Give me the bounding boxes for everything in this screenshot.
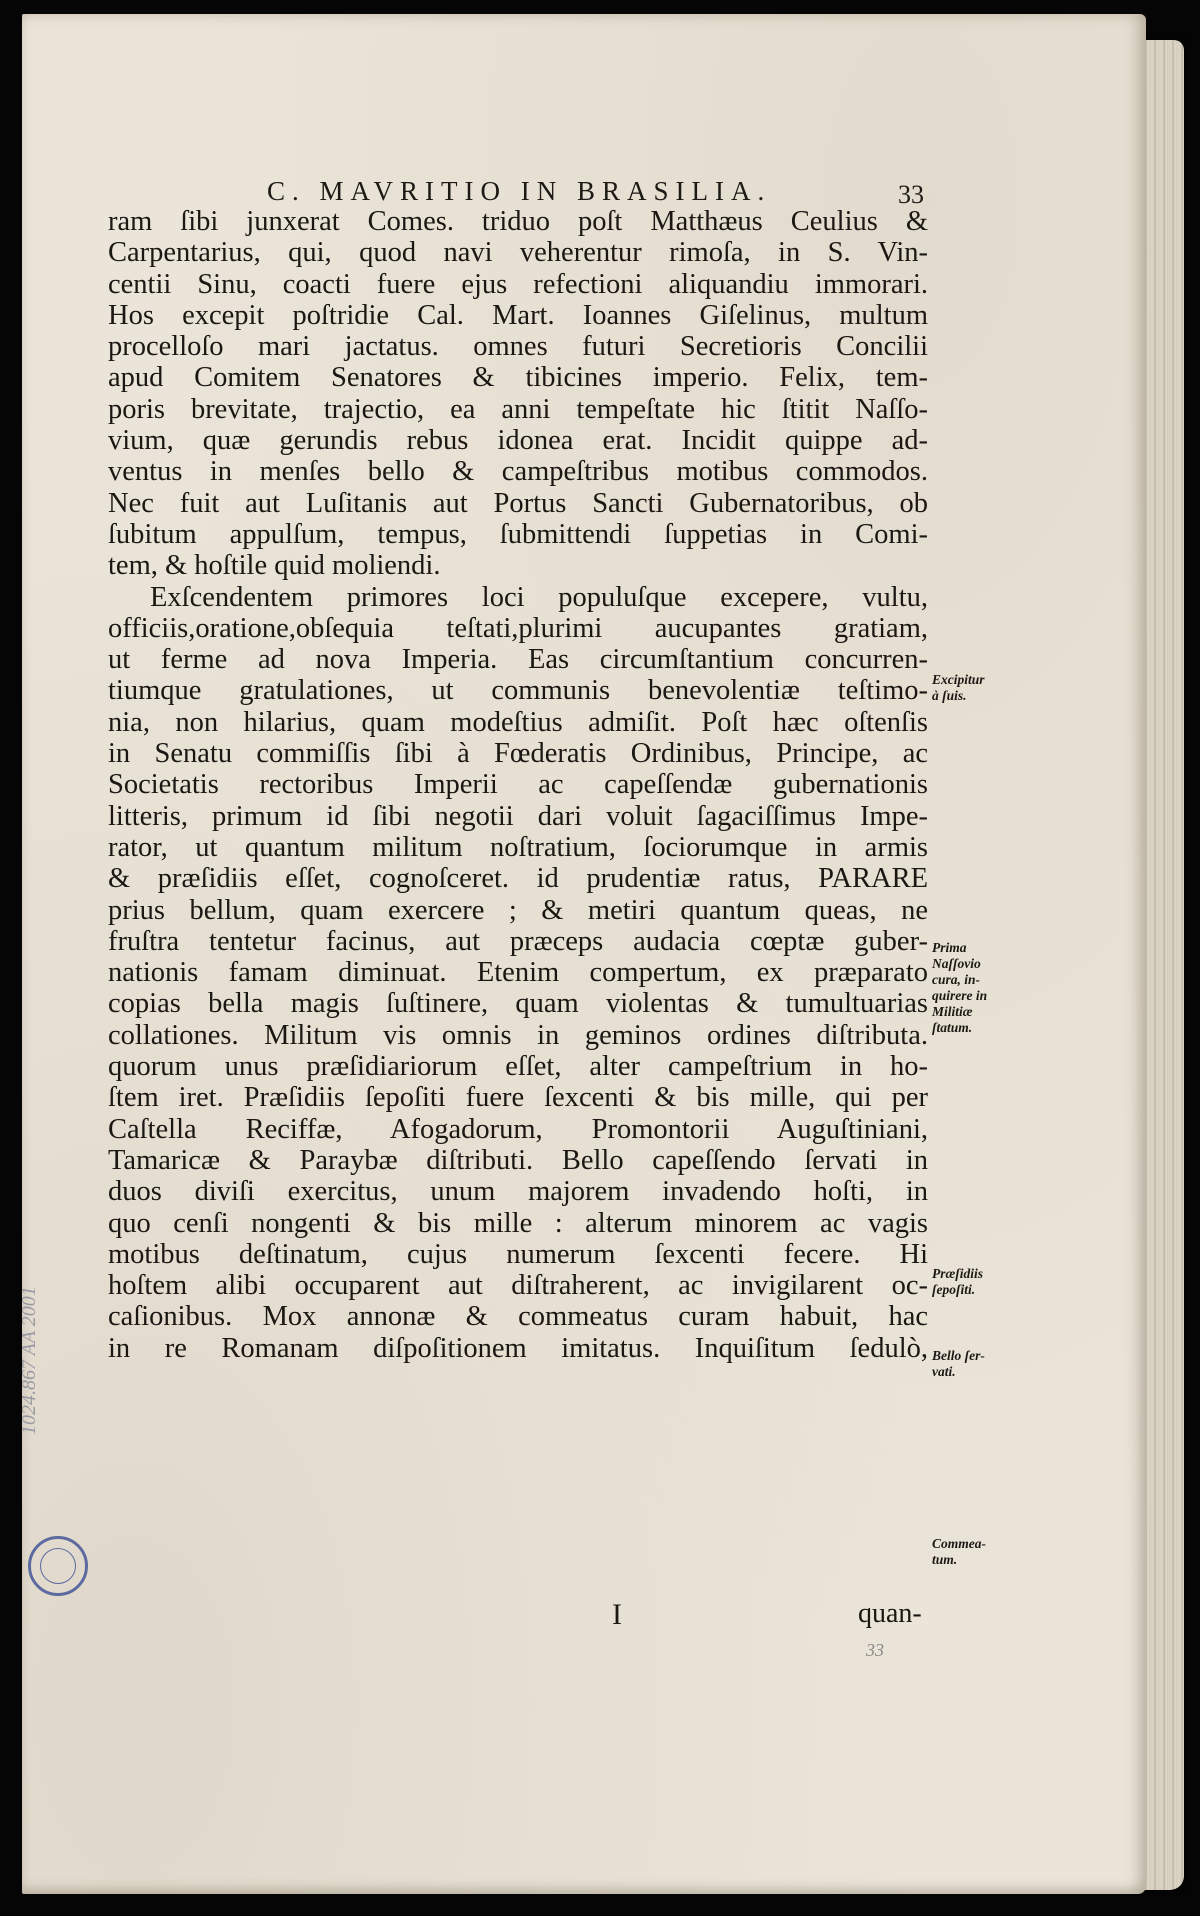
library-stamp-icon [28, 1536, 88, 1596]
catchword: quan- [858, 1598, 922, 1629]
margin-note-line: Naſſovio [932, 956, 981, 971]
text-line: Societatis rectoribus Imperii ac capeſſendæ gubernationis [108, 769, 928, 801]
text-line: Exſcendentem primores loci populuſque excepere, vultu, [150, 581, 928, 613]
text-line: quo cenſi nongenti & bis mille : alterum minorem ac vagis [108, 1207, 928, 1239]
margin-note-line: Militiæ [932, 1004, 973, 1019]
text-line: ram ſibi junxerat Comes. triduo poſt Matthæus Ceulius & [108, 206, 928, 237]
pencil-folio-number: 33 [866, 1640, 884, 1660]
text-line: copias bella magis ſuſtinere, quam violentas & tumultuarias [108, 988, 928, 1020]
text-line: caſionibus. Mox annonæ & commeatus curam habuit, hac [108, 1301, 928, 1333]
text-line: Tamaricæ & Paraybæ diſtributi. Bello capeſſendo ſervati in [108, 1144, 928, 1176]
body-text [108, 206, 928, 1364]
margin-note-line: Commea- [932, 1536, 986, 1551]
margin-note-line: quirere in [932, 988, 988, 1003]
margin-note-commeatum [932, 1536, 1012, 1568]
text-line: Caſtella Reciffæ, Afogadorum, Promontorii Auguſtiniani, [108, 1113, 928, 1145]
text-line: nia, non hilarius, quam modeſtius admiſit. Poſt hæc oſtenſis [108, 706, 928, 738]
signature-mark: I [612, 1598, 622, 1631]
text-line: litteris, primum id ſibi negotii dari voluit ſagaciſſimus Impe- [108, 800, 928, 832]
text-line: collationes. Militum vis omnis in geminos ordines diſtributa. [108, 1019, 928, 1051]
text-line: fruſtra tentetur facinus, aut præceps audacia cœptæ guber- [108, 925, 928, 957]
margin-note-line: Præſidiis [932, 1266, 984, 1281]
margin-note-prima [932, 940, 1012, 1036]
margin-note-line: Excipitur [932, 672, 985, 687]
text-line: ut ferme ad nova Imperia. Eas circumſtantium concurren- [108, 644, 928, 676]
text-line: Hos excepit poſtridie Cal. Mart. Ioannes Giſelinus, multum [108, 299, 928, 331]
text-line: motibus deſtinatum, cujus numerum ſexcenti fecere. Hi [108, 1238, 928, 1270]
margin-note-line: Prima [932, 940, 967, 955]
text-line: poris brevitate, trajectio, ea anni tempeſtate hic ſtitit Naſſo- [108, 393, 928, 425]
margin-note-line: à ſuis. [932, 688, 967, 703]
text-line: apud Comitem Senatores & tibicines imperio. Felix, tem- [108, 362, 928, 394]
shelfmark: 1024.867 AA 2001 [18, 1286, 40, 1435]
text-line: ſubitum appulſum, tempus, ſubmittendi ſuppetias in Comi- [108, 518, 928, 550]
text-line: duos diviſi exercitus, unum majorem invadendo hoſti, in [108, 1176, 928, 1208]
text-line: tem, & hoſtile quid moliendi. [108, 550, 441, 582]
text-line: tiumque gratulationes, ut communis benevolentiæ teſtimo- [108, 675, 928, 707]
text-line: nationis famam diminuat. Etenim compertum, ex præparato [108, 957, 928, 989]
text-line: ſtem iret. Præſidiis ſepoſiti fuere ſexcenti & bis mille, qui per [108, 1082, 928, 1114]
text-line: hoſtem alibi occuparent aut diſtraherent, ac invigilarent oc- [108, 1270, 928, 1302]
margin-note-bello [932, 1348, 1012, 1380]
text-line: officiis,oratione,obſequia teſtati,plurimi aucupantes gratiam, [108, 612, 928, 644]
text-line: procelloſo mari jactatus. omnes futuri Secretioris Concilii [108, 331, 928, 363]
margin-note-line: ſtatum. [932, 1020, 973, 1035]
margin-note-line: Bello ſer- [932, 1348, 985, 1363]
text-line: & præſidiis eſſet, cognoſceret. id prudentiæ ratus, PARARE [108, 863, 928, 895]
margin-note-excipitur [932, 672, 1012, 704]
margin-note-line: tum. [932, 1552, 958, 1567]
text-line: Carpentarius, qui, quod navi veherentur rimoſa, in S. Vin- [108, 237, 928, 269]
margin-note-line: cura, in- [932, 972, 981, 987]
text-line: in Senatu commiſſis ſibi à Fœderatis Ordinibus, Principe, ac [108, 738, 928, 770]
text-line: prius bellum, quam exercere ; & metiri quantum queas, ne [108, 894, 928, 926]
page-number: 33 [898, 180, 924, 209]
margin-note-praesidiis [932, 1266, 1012, 1298]
text-line: Nec fuit aut Luſitanis aut Portus Sancti Gubernatoribus, ob [108, 487, 928, 519]
text-line: quorum unus præſidiariorum eſſet, alter campeſtrium in ho- [108, 1051, 928, 1083]
text-line: vium, quæ gerundis rebus idonea erat. Incidit quippe ad- [108, 425, 928, 457]
text-line: in re Romanam diſpoſitionem imitatus. Inquiſitum ſedulò, [108, 1332, 928, 1364]
margin-note-line: vati. [932, 1364, 956, 1379]
text-line: ventus in menſes bello & campeſtribus motibus commodos. [108, 456, 928, 488]
text-line: rator, ut quantum militum noſtratium, ſociorumque in armis [108, 831, 928, 863]
running-head: C. MAVRITIO IN BRASILIA. [267, 176, 772, 206]
margin-note-line: ſepoſiti. [932, 1282, 976, 1297]
text-line: centii Sinu, coacti fuere ejus refectioni aliquandiu immorari. [108, 268, 928, 300]
